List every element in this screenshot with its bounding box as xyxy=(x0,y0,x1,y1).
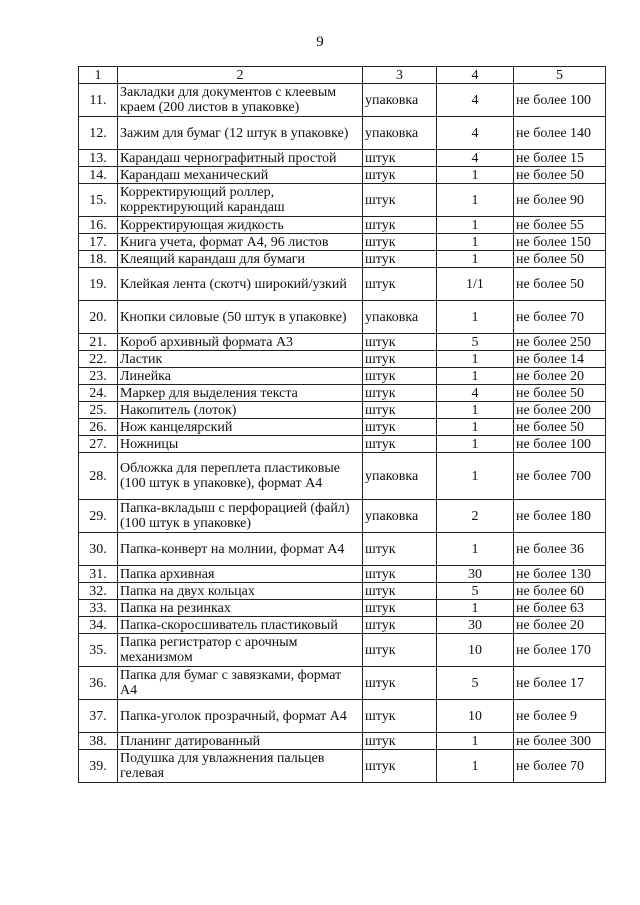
row-number: 21. xyxy=(79,334,118,351)
row-number: 38. xyxy=(79,733,118,750)
item-quantity: 5 xyxy=(437,334,514,351)
item-max-price: не более 150 xyxy=(514,234,606,251)
item-unit: штук xyxy=(363,600,437,617)
item-name: Папка-уголок прозрачный, формат А4 xyxy=(118,700,363,733)
column-header-quantity: 4 xyxy=(437,67,514,84)
row-number: 28. xyxy=(79,453,118,500)
item-max-price: не более 55 xyxy=(514,217,606,234)
table-row xyxy=(79,217,606,234)
item-unit: штук xyxy=(363,750,437,783)
item-quantity: 1 xyxy=(437,167,514,184)
item-max-price: не более 20 xyxy=(514,617,606,634)
row-number: 24. xyxy=(79,385,118,402)
item-name: Папка для бумаг с завязками, формат А4 xyxy=(118,667,363,700)
table-row xyxy=(79,351,606,368)
item-unit: штук xyxy=(363,634,437,667)
table-row xyxy=(79,419,606,436)
item-name: Линейка xyxy=(118,368,363,385)
item-quantity: 1/1 xyxy=(437,268,514,301)
item-max-price: не более 130 xyxy=(514,566,606,583)
item-quantity: 1 xyxy=(437,351,514,368)
item-name: Короб архивный формата А3 xyxy=(118,334,363,351)
table-row xyxy=(79,385,606,402)
item-max-price: не более 100 xyxy=(514,436,606,453)
table-row xyxy=(79,533,606,566)
table-row xyxy=(79,184,606,217)
item-name: Карандаш механический xyxy=(118,167,363,184)
item-quantity: 1 xyxy=(437,217,514,234)
item-unit: штук xyxy=(363,150,437,167)
item-name: Зажим для бумаг (12 штук в упаковке) xyxy=(118,117,363,150)
item-unit: штук xyxy=(363,419,437,436)
item-max-price: не более 70 xyxy=(514,301,606,334)
item-unit: штук xyxy=(363,617,437,634)
item-quantity: 1 xyxy=(437,453,514,500)
table-row xyxy=(79,150,606,167)
item-unit: упаковка xyxy=(363,117,437,150)
item-name: Корректирующая жидкость xyxy=(118,217,363,234)
item-name: Папка-скоросшиватель пластиковый xyxy=(118,617,363,634)
row-number: 12. xyxy=(79,117,118,150)
item-name: Обложка для переплета пластиковые (100 штук в упаковке), формат А4 xyxy=(118,453,363,500)
item-name: Папка на резинках xyxy=(118,600,363,617)
item-max-price: не более 36 xyxy=(514,533,606,566)
row-number: 30. xyxy=(79,533,118,566)
item-quantity: 1 xyxy=(437,184,514,217)
item-name: Папка на двух кольцах xyxy=(118,583,363,600)
row-number: 31. xyxy=(79,566,118,583)
item-name: Закладки для документов с клеевым краем (200 листов в упаковке) xyxy=(118,84,363,117)
supply-table xyxy=(78,66,606,783)
item-name: Корректирующий роллер, корректирующий карандаш xyxy=(118,184,363,217)
item-quantity: 10 xyxy=(437,634,514,667)
item-unit: штук xyxy=(363,436,437,453)
row-number: 39. xyxy=(79,750,118,783)
item-max-price: не более 70 xyxy=(514,750,606,783)
row-number: 15. xyxy=(79,184,118,217)
item-unit: штук xyxy=(363,733,437,750)
item-unit: штук xyxy=(363,167,437,184)
item-unit: штук xyxy=(363,385,437,402)
item-max-price: не более 700 xyxy=(514,453,606,500)
item-name: Ножницы xyxy=(118,436,363,453)
page-number: 9 xyxy=(316,34,324,50)
item-max-price: не более 50 xyxy=(514,419,606,436)
item-quantity: 4 xyxy=(437,385,514,402)
row-number: 11. xyxy=(79,84,118,117)
row-number: 20. xyxy=(79,301,118,334)
item-quantity: 1 xyxy=(437,436,514,453)
item-max-price: не более 20 xyxy=(514,368,606,385)
item-unit: штук xyxy=(363,402,437,419)
item-max-price: не более 50 xyxy=(514,167,606,184)
item-name: Клейкая лента (скотч) широкий/узкий xyxy=(118,268,363,301)
item-unit: штук xyxy=(363,184,437,217)
table-row xyxy=(79,500,606,533)
table-row xyxy=(79,301,606,334)
item-max-price: не более 17 xyxy=(514,667,606,700)
item-max-price: не более 9 xyxy=(514,700,606,733)
item-unit: упаковка xyxy=(363,500,437,533)
column-header-number: 1 xyxy=(79,67,118,84)
item-name: Папка-конверт на молнии, формат А4 xyxy=(118,533,363,566)
item-quantity: 1 xyxy=(437,533,514,566)
item-quantity: 1 xyxy=(437,419,514,436)
item-max-price: не более 50 xyxy=(514,251,606,268)
item-max-price: не более 14 xyxy=(514,351,606,368)
item-max-price: не более 250 xyxy=(514,334,606,351)
item-quantity: 4 xyxy=(437,84,514,117)
row-number: 33. xyxy=(79,600,118,617)
table-row xyxy=(79,600,606,617)
item-quantity: 10 xyxy=(437,700,514,733)
row-number: 37. xyxy=(79,700,118,733)
table-row xyxy=(79,583,606,600)
table-row xyxy=(79,750,606,783)
item-unit: штук xyxy=(363,351,437,368)
table-row xyxy=(79,733,606,750)
table-row xyxy=(79,334,606,351)
table-row xyxy=(79,402,606,419)
table-row xyxy=(79,617,606,634)
item-name: Подушка для увлажнения пальцев гелевая xyxy=(118,750,363,783)
row-number: 19. xyxy=(79,268,118,301)
item-unit: штук xyxy=(363,234,437,251)
column-header-unit: 3 xyxy=(363,67,437,84)
item-max-price: не более 180 xyxy=(514,500,606,533)
item-name: Книга учета, формат А4, 96 листов xyxy=(118,234,363,251)
item-unit: штук xyxy=(363,268,437,301)
item-quantity: 5 xyxy=(437,583,514,600)
item-quantity: 1 xyxy=(437,301,514,334)
table-row xyxy=(79,453,606,500)
item-quantity: 1 xyxy=(437,251,514,268)
item-name: Папка-вкладыш с перфорацией (файл) (100 штук в упаковке) xyxy=(118,500,363,533)
table-row xyxy=(79,268,606,301)
row-number: 34. xyxy=(79,617,118,634)
item-max-price: не более 170 xyxy=(514,634,606,667)
item-max-price: не более 90 xyxy=(514,184,606,217)
item-name: Накопитель (лоток) xyxy=(118,402,363,419)
table-row xyxy=(79,251,606,268)
row-number: 17. xyxy=(79,234,118,251)
table-row xyxy=(79,234,606,251)
item-max-price: не более 50 xyxy=(514,385,606,402)
table-header-row xyxy=(79,67,606,84)
item-name: Папка архивная xyxy=(118,566,363,583)
table-row xyxy=(79,667,606,700)
item-quantity: 4 xyxy=(437,117,514,150)
row-number: 13. xyxy=(79,150,118,167)
item-name: Маркер для выделения текста xyxy=(118,385,363,402)
item-unit: штук xyxy=(363,217,437,234)
item-name: Папка регистратор с арочным механизмом xyxy=(118,634,363,667)
item-max-price: не более 50 xyxy=(514,268,606,301)
row-number: 27. xyxy=(79,436,118,453)
item-quantity: 30 xyxy=(437,566,514,583)
item-unit: штук xyxy=(363,334,437,351)
item-quantity: 4 xyxy=(437,150,514,167)
table-row xyxy=(79,368,606,385)
item-name: Ластик xyxy=(118,351,363,368)
item-unit: упаковка xyxy=(363,301,437,334)
item-quantity: 2 xyxy=(437,500,514,533)
item-quantity: 1 xyxy=(437,402,514,419)
row-number: 23. xyxy=(79,368,118,385)
item-max-price: не более 100 xyxy=(514,84,606,117)
item-max-price: не более 63 xyxy=(514,600,606,617)
item-name: Нож канцелярский xyxy=(118,419,363,436)
item-max-price: не более 15 xyxy=(514,150,606,167)
item-unit: штук xyxy=(363,251,437,268)
item-name: Планинг датированный xyxy=(118,733,363,750)
item-unit: штук xyxy=(363,700,437,733)
table-row xyxy=(79,117,606,150)
table-row xyxy=(79,634,606,667)
row-number: 32. xyxy=(79,583,118,600)
table-row xyxy=(79,436,606,453)
table-row xyxy=(79,167,606,184)
item-name: Кнопки силовые (50 штук в упаковке) xyxy=(118,301,363,334)
row-number: 25. xyxy=(79,402,118,419)
item-max-price: не более 140 xyxy=(514,117,606,150)
item-quantity: 1 xyxy=(437,368,514,385)
item-quantity: 1 xyxy=(437,234,514,251)
item-unit: упаковка xyxy=(363,453,437,500)
table-row xyxy=(79,566,606,583)
row-number: 14. xyxy=(79,167,118,184)
item-unit: упаковка xyxy=(363,84,437,117)
item-unit: штук xyxy=(363,368,437,385)
item-quantity: 1 xyxy=(437,733,514,750)
item-unit: штук xyxy=(363,566,437,583)
row-number: 26. xyxy=(79,419,118,436)
item-quantity: 5 xyxy=(437,667,514,700)
row-number: 18. xyxy=(79,251,118,268)
item-name: Клеящий карандаш для бумаги xyxy=(118,251,363,268)
column-header-name: 2 xyxy=(118,67,363,84)
item-max-price: не более 200 xyxy=(514,402,606,419)
item-quantity: 30 xyxy=(437,617,514,634)
item-unit: штук xyxy=(363,667,437,700)
row-number: 22. xyxy=(79,351,118,368)
row-number: 29. xyxy=(79,500,118,533)
row-number: 36. xyxy=(79,667,118,700)
item-unit: штук xyxy=(363,533,437,566)
item-unit: штук xyxy=(363,583,437,600)
item-quantity: 1 xyxy=(437,600,514,617)
table-row xyxy=(79,84,606,117)
item-name: Карандаш чернографитный простой xyxy=(118,150,363,167)
row-number: 16. xyxy=(79,217,118,234)
item-max-price: не более 60 xyxy=(514,583,606,600)
item-max-price: не более 300 xyxy=(514,733,606,750)
item-quantity: 1 xyxy=(437,750,514,783)
table-row xyxy=(79,700,606,733)
row-number: 35. xyxy=(79,634,118,667)
column-header-max-price: 5 xyxy=(514,67,606,84)
